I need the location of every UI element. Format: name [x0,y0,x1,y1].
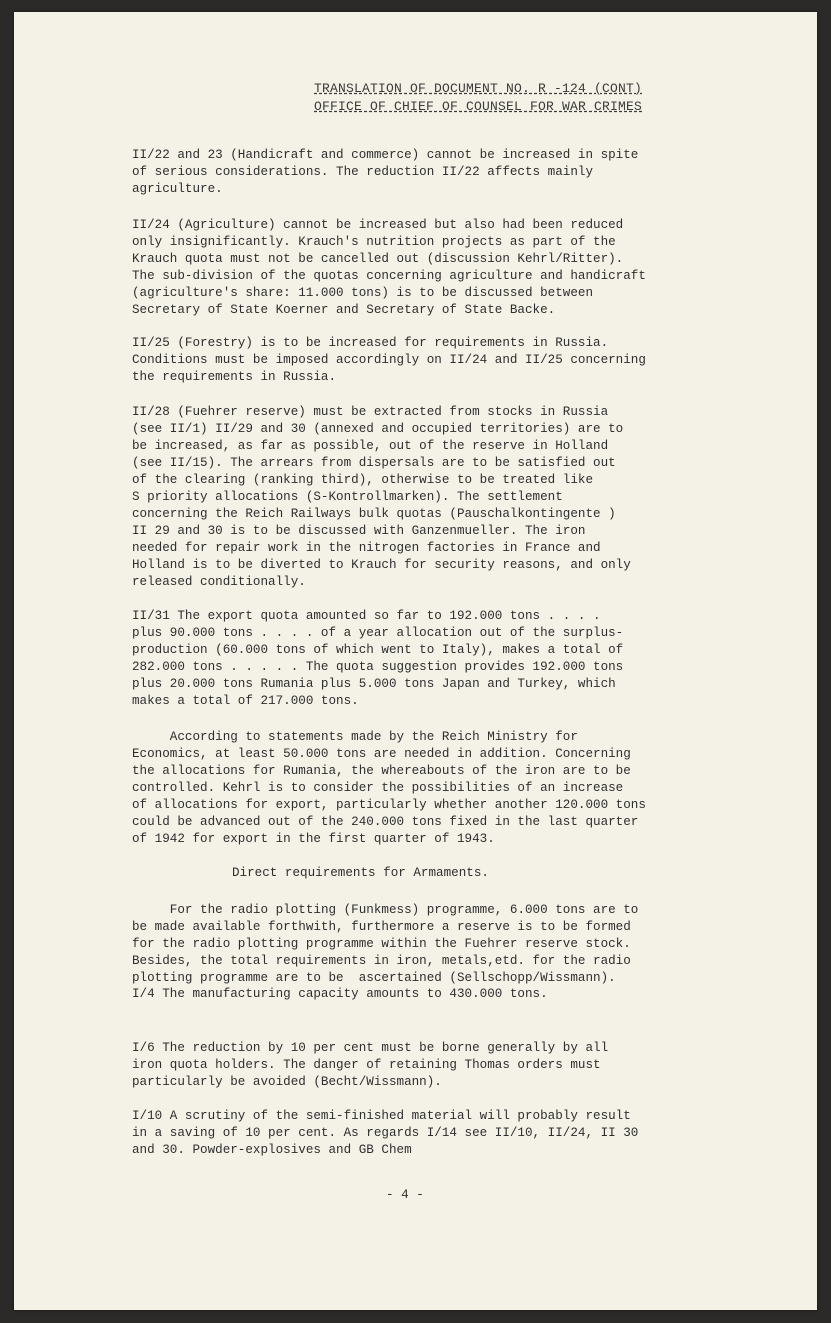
paragraph-reduction: I/6 The reduction by 10 per cent must be borne generally by all iron quota holders. The danger of retaining Thomas orders must particularly be avoided (Becht/Wissmann). [132,1041,609,1089]
subheading-armaments: Direct requirements for Armaments. [232,866,489,880]
paragraph-fuehrer-reserve: II/28 (Fuehrer reserve) must be extracted from stocks in Russia (see II/1) II/29 and 30 (annexed and occupied territories) are to be increased, as far as possible, out of the reserve in Holland (see II/15). The arrears from dispersals are to be satisfied out of the clearing (ranking third), otherwise to be treated like S priority allocations (S-Kontrollmarken). The settlement concerning the Reich Railways bulk quotas (Pauschalkontingente ) II 29 and 30 is to be discussed with Ganzenmueller. The iron needed for repair work in the nitrogen factories in France and Holland is to be diverted to Krauch for security reasons, and only released conditionally. [132,405,631,589]
paragraph-scrutiny: I/10 A scrutiny of the semi-finished material will probably result in a saving of 10 per cent. As regards I/14 see II/10, II/24, II 30 and 30. Powder-explosives and GB Chem [132,1109,639,1157]
page-number: - 4 - [386,1188,424,1202]
paragraph-agriculture: II/24 (Agriculture) cannot be increased but also had been reduced only insignificantly. Krauch's nutrition projects as part of the Krauch quota must not be cancelled out (discussion Kehrl/Ritter). The sub-division of the quotas concerning agriculture and handicraft (agriculture's share: 11.000 tons) is to be discussed between Secretary of State Koerner and Secretary of State Backe. [132,218,646,317]
paragraph-radio-plotting: For the radio plotting (Funkmess) programme, 6.000 tons are to be made available forthwith, furthermore a reserve is to be formed for the radio plotting programme within the Fuehrer reserve stock. Besides, the total requirements in iron, metals,etd. for the radio plotting programme are to be ascertained (Sellschopp/Wissmann). [132,903,639,985]
paragraph-export-quota: II/31 The export quota amounted so far to 192.000 tons . . . . plus 90.000 tons . . . . of a year allocation out of the surplus- production (60.000 tons of which went to Italy), makes a total of 282.000 tons . . . . . The quota suggestion provides 192.000 tons plus 20.000 tons Rumania plus 5.000 tons Japan and Turkey, which makes a total of 217.000 tons. [132,609,624,708]
document-heading [314,80,694,116]
document-page [14,12,817,1310]
heading-line-office: OFFICE OF CHIEF OF COUNSEL FOR WAR CRIMES [314,99,643,114]
paragraph-forestry: II/25 (Forestry) is to be increased for requirements in Russia. Conditions must be imposed accordingly on II/24 and II/25 concerning the requirements in Russia. [132,336,646,384]
paragraph-handicraft: II/22 and 23 (Handicraft and commerce) cannot be increased in spite of serious considerations. The reduction II/22 affects mainly agriculture. [132,148,639,196]
paragraph-ministry-statements: According to statements made by the Reich Ministry for Economics, at least 50.000 tons are needed in addition. Concerning the allocations for Rumania, the whereabouts of the iron are to be controlled. Kehrl is to consider the possibilities of an increase of allocations for export, particularly whether another 120.000 tons could be advanced out of the 240.000 tons fixed in the last quarter of 1942 for export in the first quarter of 1943. [132,730,646,846]
paragraph-manufacturing-capacity: I/4 The manufacturing capacity amounts to 430.000 tons. [132,987,548,1001]
heading-line-translation: TRANSLATION OF DOCUMENT NO. R -124 (CONT) [314,81,643,96]
